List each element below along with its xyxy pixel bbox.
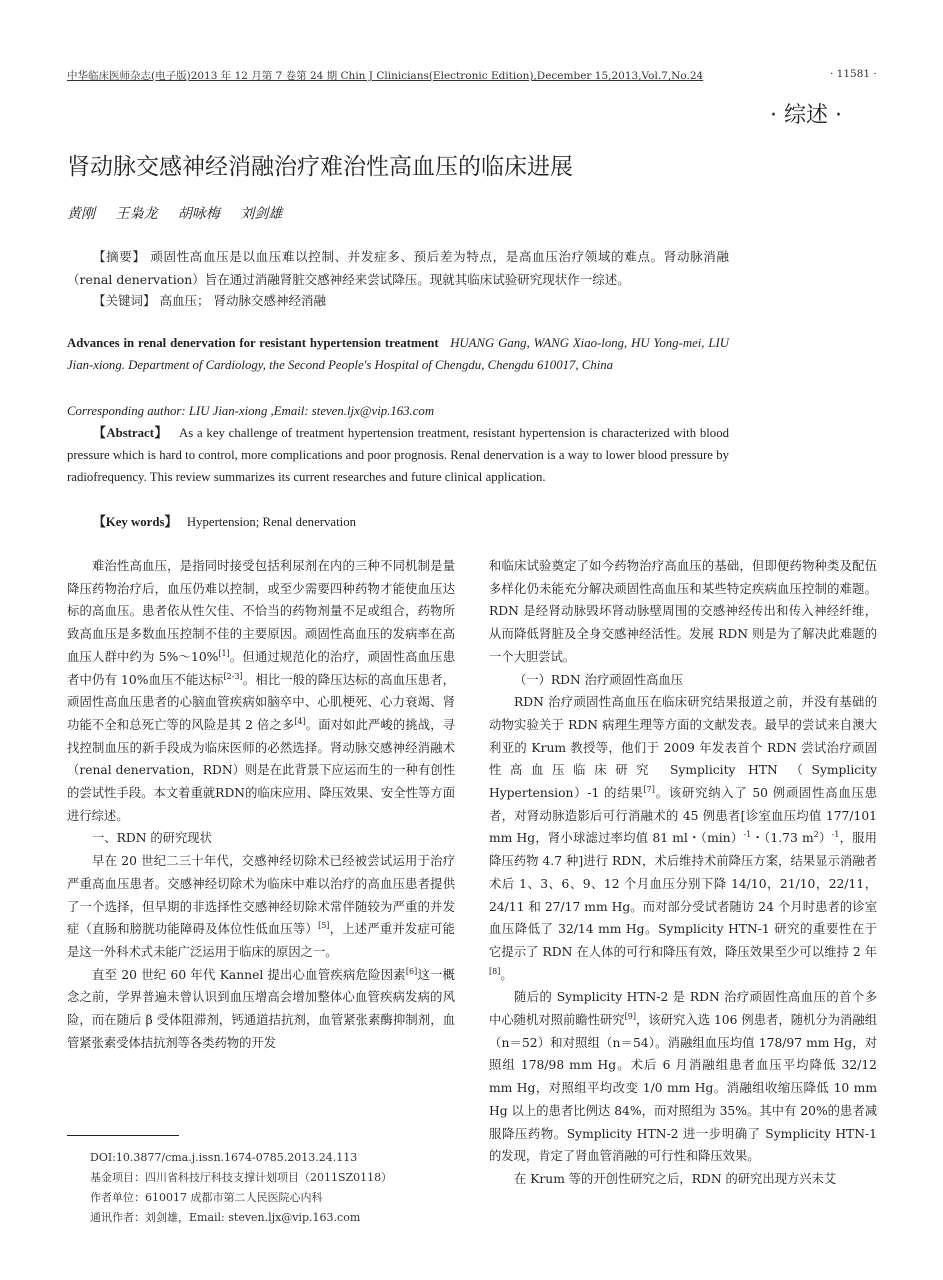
english-authors-affiliation: HUANG Gang, WANG Xiao-long, HU Yong-mei, LIU Jian-xiong. Department of Cardiology, the Second People's Hospital of Chengdu, Chengdu 610017, China — [67, 336, 729, 372]
body-paragraph: 在 Krum 等的开创性研究之后，RDN 的研究出现方兴未艾 — [514, 1171, 837, 1186]
body-paragraph: 难治性高血压，是指同时接受包括利尿剂在内的三种不同机制是量降压药物治疗后，血压仍难以控制，或至少需要四种药物才能使血压达标的高血压。患者依从性欠佳、不恰当的药物剂量不足或组合，药物所致高血压是多数血压控制不佳的主要原因。顽固性高血压的发病率在高血压人群中约为 5%～10%[1]。但通过规范化的治疗，顽固性高血压患者中仍有 10%血压不能达标[2-3]。相比一般的降压达标的高血压患者，顽固性高血压患者的心脑血管疾病如脑卒中、心肌梗死、心力衰竭、肾功能不全和总死亡等的风险是其 2 倍之多[4]。面对如此严峻的挑战，寻找控制血压的新手段成为临床医师的必然选择。肾动脉交感神经消融术（renal denervation，RDN）则是在此背景下应运而生的一种有创性的尝试性手段。本文着重就RDN的临床应用、降压效果、安全性等方面进行综述。 — [67, 559, 455, 823]
corresponding-note: 通讯作者：刘剑雄，Email: steven.ljx@vip.163.com — [90, 1211, 361, 1224]
citation: [9] — [624, 1011, 636, 1021]
fund-note: 基金项目：四川省科技厅科技支撑计划项目（2011SZ0118） — [90, 1171, 393, 1184]
body-column-right — [489, 555, 877, 1191]
english-corresponding-author: Corresponding author: LIU Jian-xiong ,Email: steven.ljx@vip.163.com — [67, 404, 435, 418]
article-title: 肾动脉交感神经消融治疗难治性高血压的临床进展 — [67, 154, 573, 180]
english-abstract — [67, 422, 729, 488]
citation: [7] — [643, 784, 655, 794]
citation: [4] — [294, 716, 306, 726]
body-paragraph: 随后的 Symplicity HTN-2 是 RDN 治疗顽固性高血压的首个多中心随机对照前瞻性研究[9]，该研究入选 106 例患者，随机分为消融组（n＝52）和对照组（n＝54）。消融组血压均值 178/97 mm Hg，对照组 178/98 mm Hg。术后 6 月消融组患者血压平均降低 32/12 mm Hg，对照组平均改变 1/0 mm Hg。消融组收缩压降低 10 mm Hg 以上的患者比例达 84%，而对照组为 35%。其中有 20%的患者减服降压药物。Symplicity HTN-2 进一步明确了 Symplicity HTN-1 的发现，肯定了肾血管消融的可行性和降压效果。 — [489, 990, 877, 1164]
body-column-left — [67, 555, 455, 1054]
citation: [5] — [318, 921, 330, 931]
author-name: 胡咏梅 — [177, 206, 220, 222]
author-name: 黄刚 — [67, 206, 95, 222]
footnotes — [90, 1148, 470, 1228]
subsection-heading: （一）RDN 治疗顽固性高血压 — [514, 672, 684, 687]
chinese-abstract — [67, 245, 729, 291]
english-keywords — [67, 511, 755, 533]
journal-header-line: 中华临床医师杂志(电子版)2013 年 12 月第 7 卷第 24 期 Chin J Clinicians(Electronic Edition),December 15,2013,Vol.7,No.24 — [67, 70, 704, 82]
section-heading: 一、RDN 的研究现状 — [92, 831, 212, 846]
doi-note: DOI:10.3877/cma.j.issn.1674-0785.2013.24.113 — [90, 1151, 358, 1164]
section-tag: · 综述 · — [770, 103, 842, 128]
english-keywords-text: Hypertension; Renal denervation — [186, 515, 357, 529]
keywords-text: 高血压； 肾动脉交感神经消融 — [159, 293, 326, 308]
keywords-label: 【关键词】 — [93, 293, 156, 308]
citation: [1] — [218, 648, 230, 658]
author-list — [67, 203, 298, 223]
abstract-text: 顽固性高血压是以血压难以控制、并发症多、预后差为特点，是高血压治疗领域的难点。肾动脉消融（renal denervation）旨在通过消融肾脏交感神经来尝试降压。现就其临床试验研究现状作一综述。 — [67, 249, 729, 287]
chinese-keywords — [67, 289, 755, 312]
abstract-label: 【摘要】 — [93, 249, 146, 264]
page-number: · 11581 · — [830, 68, 877, 80]
english-abstract-text: As a key challenge of treatment hypertension treatment, resistant hypertension is characterized with blood pressure which is hard to control, more complications and poor prognosis. Renal denervation is a way to lower blood pressure by radiofrequency. This review summarizes its current researches and future clinical application. — [67, 426, 729, 484]
citation: [8] — [489, 966, 501, 976]
citation: [6] — [405, 966, 418, 976]
affiliation-note: 作者单位：610017 成都市第二人民医院心内科 — [90, 1191, 323, 1204]
body-paragraph: 直至 20 世纪 60 年代 Kannel 提出心血管疾病危险因素[6]这一概念之前，学界普遍未曾认识到血压增高会增加整体心血管疾病发病的风险，而在随后 β 受体阻滞剂，钙通道拮抗剂，血管紧张素酶抑制剂，血管紧张素受体拮抗剂等各类药物的开发 — [67, 966, 455, 1050]
english-keywords-label: 【Key words】 — [93, 515, 178, 529]
author-name: 王枭龙 — [115, 206, 158, 222]
english-abstract-label: 【Abstract】 — [93, 426, 168, 440]
body-paragraph: 和临床试验奠定了如今药物治疗高血压的基础，但即便药物种类及配伍多样化仍未能充分解决顽固性高血压和某些特定疾病血压控制的难题。RDN 是经肾动脉毁坏肾动脉壁周围的交感神经传出和传入神经纤维，从而降低肾脏及全身交感神经活性。发展 RDN 则是为了解决此难题的一个大胆尝试。 — [489, 559, 877, 664]
english-title-block — [67, 332, 729, 376]
footnote-divider — [67, 1135, 179, 1136]
author-name: 刘剑雄 — [240, 206, 283, 222]
body-paragraph: RDN 治疗顽固性高血压在临床研究结果报道之前，并没有基础的动物实验关于 RDN 病理生理等方面的文献发表。最早的尝试来自澳大利亚的 Krum 教授等，他们于 2009 年发表首个 RDN 尝试治疗顽固性高血压临床研究 Symplicity HTN （Symplicity Hypertension）-1 的结果[7]。该研究纳入了 50 例顽固性高血压患者，对肾动脉造影后可行消融术的 45 例患者[诊室血压均值 177/101 mm Hg，肾小球滤过率均值 81 ml・$(\min)^{-1}$・（1.73 $m^2)^{-1}$，服用降压药物 4.7 种]进行 RDN，术后维持术前降压方案，结果显示消融者术后 1、3、6、9、12 个月血压分别下降 14/10，21/10，22/11，24/11 和 27/17 mm Hg。而对部分受试者随访 24 个月时患者的诊室血压降低了 32/14 mm Hg。Symplicity HTN-1 研究的重要性在于它提示了 RDN 在人体的可行和降压有效，降压效果至少可以维持 2 年[8]。 — [489, 695, 877, 982]
english-title: Advances in renal denervation for resistant hypertension treatment — [67, 336, 439, 350]
body-paragraph: 早在 20 世纪二三十年代，交感神经切除术已经被尝试运用于治疗严重高血压患者。交感神经切除术为临床中难以治疗的高血压患者提供了一个选择，但早期的非选择性交感神经切除术常伴随较为严重的并发症（直肠和膀胱功能障碍及体位性低血压等）[5]，上述严重并发症可能是这一外科术式未能广泛运用于临床的原因之一。 — [67, 854, 455, 959]
citation: [2-3] — [223, 671, 243, 681]
